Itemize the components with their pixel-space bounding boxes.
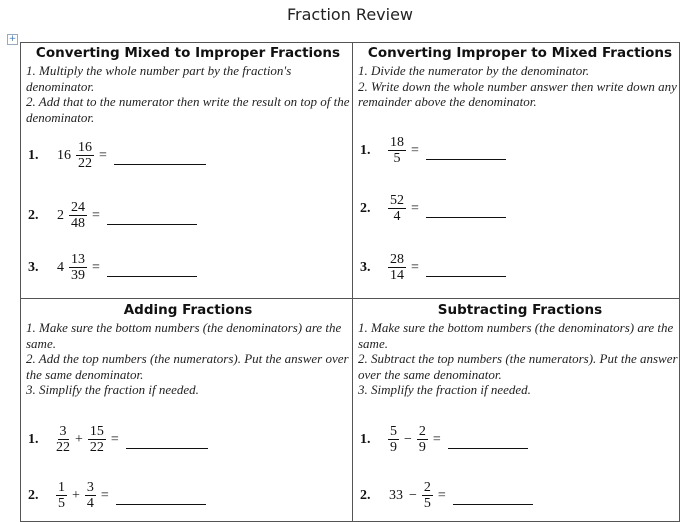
denominator: 4 xyxy=(86,496,94,511)
fraction xyxy=(76,140,94,171)
section-heading: Converting Mixed to Improper Fractions xyxy=(35,45,341,61)
denominator: 14 xyxy=(390,268,404,283)
problem xyxy=(360,252,506,283)
instruction-step: 1. Make sure the bottom numbers (the denominators) are the same. xyxy=(358,320,674,351)
page-title: Fraction Review xyxy=(286,5,414,24)
denominator: 48 xyxy=(71,216,85,231)
problem-number: 2. xyxy=(360,200,371,216)
instructions xyxy=(358,320,682,398)
numerator: 13 xyxy=(71,252,85,267)
problem-number: 2. xyxy=(360,487,371,503)
answer-blank[interactable] xyxy=(116,492,206,505)
operator: = xyxy=(411,200,419,216)
section-heading: Adding Fractions xyxy=(123,302,253,318)
instructions xyxy=(358,63,682,110)
problem xyxy=(28,140,206,171)
problem xyxy=(28,424,208,455)
operator: − xyxy=(404,431,412,447)
denominator: 5 xyxy=(423,496,431,511)
numerator: 5 xyxy=(390,424,397,439)
problem xyxy=(360,135,506,166)
row-divider xyxy=(20,298,680,299)
operator: = xyxy=(110,431,119,447)
operator: = xyxy=(437,487,446,503)
denominator: 4 xyxy=(393,209,401,224)
instruction-step: 3. Simplify the fraction if needed. xyxy=(26,382,199,397)
fraction xyxy=(69,252,87,283)
section-improper-to-mixed xyxy=(358,44,682,110)
problem xyxy=(28,252,197,283)
instruction-step: 2. Add that to the numerator then write the result on top of the denominator. xyxy=(26,94,350,125)
fraction xyxy=(388,424,399,455)
instruction-step: 2. Subtract the top numbers (the numerators). Put the answer over the same denominator. xyxy=(358,351,678,382)
operator: + xyxy=(75,431,83,447)
denominator: 39 xyxy=(71,268,85,283)
numerator: 2 xyxy=(418,424,426,439)
problem-number: 1. xyxy=(28,147,39,163)
numerator: 3 xyxy=(59,424,67,439)
whole-number: 4 xyxy=(57,259,64,275)
fraction xyxy=(88,424,106,455)
numerator: 28 xyxy=(390,252,404,267)
table-move-handle-icon[interactable]: + xyxy=(8,34,17,44)
problem-number: 1. xyxy=(360,142,371,158)
operator: = xyxy=(432,431,441,447)
answer-blank[interactable] xyxy=(126,436,208,449)
answer-blank[interactable] xyxy=(426,147,506,160)
answer-blank[interactable] xyxy=(453,492,533,505)
fraction xyxy=(417,424,428,455)
denominator: 9 xyxy=(390,440,397,455)
operator: + xyxy=(72,487,80,503)
fraction xyxy=(56,480,67,511)
answer-blank[interactable] xyxy=(107,264,197,277)
section-subtracting-fractions xyxy=(358,301,682,398)
section-adding-fractions xyxy=(26,301,350,398)
section-heading: Subtracting Fractions xyxy=(437,302,603,318)
problem xyxy=(360,480,533,511)
denominator: 22 xyxy=(78,156,92,171)
denominator: 22 xyxy=(89,440,104,455)
section-mixed-to-improper xyxy=(26,44,350,125)
operator: = xyxy=(411,142,419,158)
problem xyxy=(360,193,506,224)
numerator: 18 xyxy=(390,135,404,150)
answer-blank[interactable] xyxy=(426,264,506,277)
whole-number: 2 xyxy=(57,207,64,223)
operator: = xyxy=(92,259,100,275)
denominator: 22 xyxy=(56,440,70,455)
operator: − xyxy=(409,487,417,503)
fraction xyxy=(56,424,70,455)
whole-number: 16 xyxy=(57,147,71,163)
numerator: 2 xyxy=(423,480,431,495)
numerator: 15 xyxy=(89,424,104,439)
problem-number: 2. xyxy=(28,487,39,503)
whole-number: 33 xyxy=(389,487,403,503)
fraction xyxy=(69,200,87,231)
column-divider xyxy=(352,42,353,522)
denominator: 9 xyxy=(418,440,426,455)
instruction-step: 1. Make sure the bottom numbers (the denominators) are the same. xyxy=(26,320,342,351)
problem-number: 3. xyxy=(360,259,371,275)
fraction xyxy=(388,135,406,166)
operator: = xyxy=(100,487,109,503)
fraction xyxy=(388,252,406,283)
instruction-step: 2. Write down the whole number answer then write down any remainder above the denominator. xyxy=(358,78,677,109)
answer-blank[interactable] xyxy=(448,436,528,449)
instruction-step: 1. Multiply the whole number part by the fraction's denominator. xyxy=(26,63,292,94)
denominator: 5 xyxy=(58,496,65,511)
instructions xyxy=(26,63,350,125)
answer-blank[interactable] xyxy=(107,212,197,225)
operator: = xyxy=(99,147,107,163)
problem-number: 3. xyxy=(28,259,39,275)
numerator: 3 xyxy=(86,480,94,495)
operator: = xyxy=(92,207,100,223)
instruction-step: 1. Divide the numerator by the denominator. xyxy=(358,63,590,78)
answer-blank[interactable] xyxy=(426,205,506,218)
fraction xyxy=(422,480,433,511)
numerator: 52 xyxy=(390,193,404,208)
problem-number: 1. xyxy=(28,431,39,447)
fraction xyxy=(388,193,406,224)
numerator: 24 xyxy=(71,200,85,215)
section-heading: Converting Improper to Mixed Fractions xyxy=(367,45,673,61)
denominator: 5 xyxy=(393,151,401,166)
operator: = xyxy=(411,259,419,275)
problem xyxy=(28,480,206,511)
instruction-step: 2. Add the top numbers (the numerators). Put the answer over the same denominator. xyxy=(26,351,349,382)
instruction-step: 3. Simplify the fraction if needed. xyxy=(358,382,531,397)
instructions xyxy=(26,320,350,398)
problem-number: 2. xyxy=(28,207,39,223)
numerator: 16 xyxy=(78,140,92,155)
problem-number: 1. xyxy=(360,431,371,447)
answer-blank[interactable] xyxy=(114,152,206,165)
problem xyxy=(28,200,197,231)
problem xyxy=(360,424,528,455)
numerator: 1 xyxy=(58,480,65,495)
fraction xyxy=(85,480,96,511)
